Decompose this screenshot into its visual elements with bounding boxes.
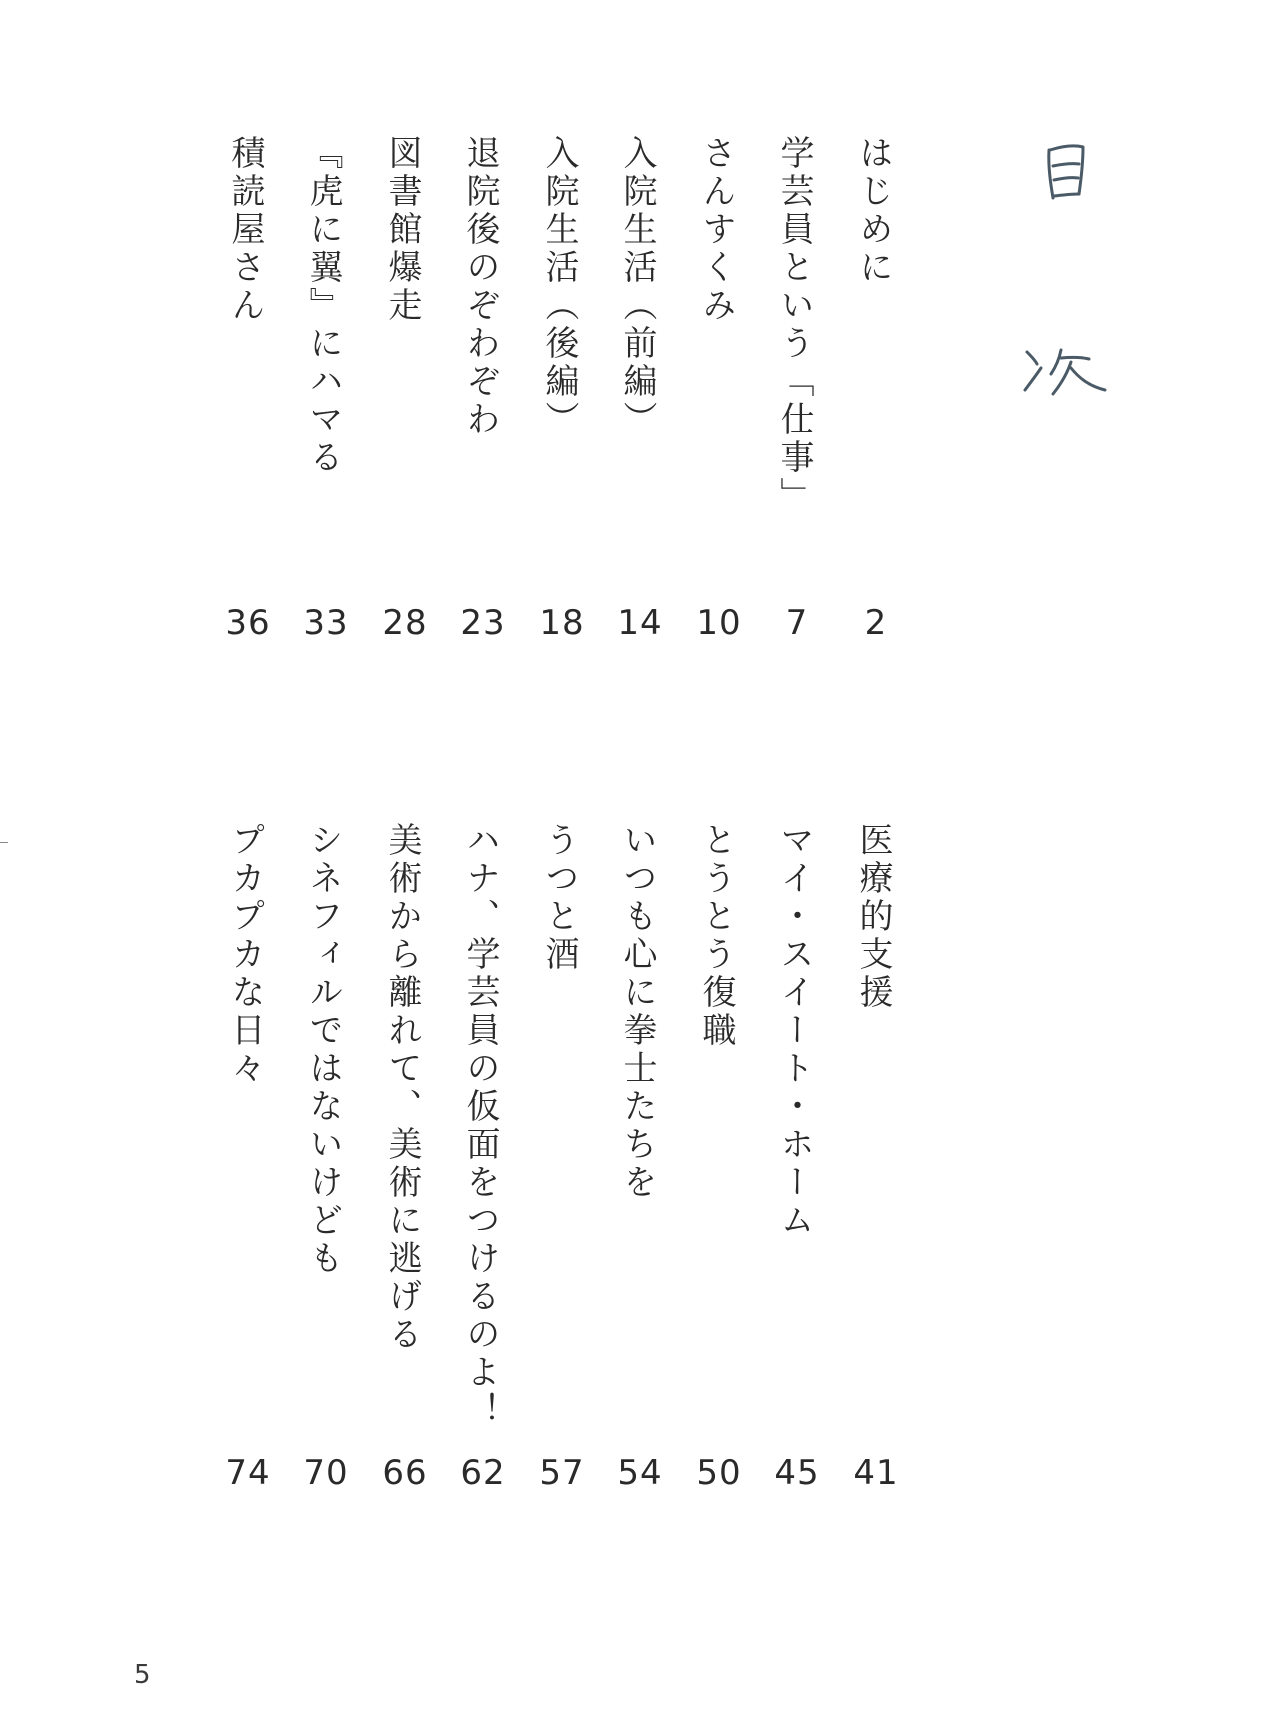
- toc-entry-page: 54: [617, 1453, 663, 1493]
- toc-entry-title: 入院生活（前編）: [617, 135, 657, 439]
- toc-entry-page: 28: [382, 603, 428, 643]
- toc-entry-page: 23: [460, 603, 506, 643]
- toc-entry-title: 退院後のぞわぞわ: [460, 135, 500, 439]
- toc-entry-title: うつと酒: [539, 822, 579, 974]
- toc-entry-title: 学芸員という「仕事」: [774, 135, 814, 515]
- toc-entry-page: 36: [225, 603, 271, 643]
- toc-entry-page: 2: [864, 603, 888, 643]
- toc-heading-handwriting: [1015, 128, 1125, 428]
- toc-entry-title: 医療的支援: [853, 822, 893, 1012]
- toc-entry-title: 図書館爆走: [382, 135, 422, 325]
- toc-entry-title: シネフィルではないけども: [303, 822, 343, 1278]
- toc-heading: [1015, 128, 1125, 428]
- toc-entry-title: とうとう復職: [696, 822, 736, 1050]
- page-number: 5: [134, 1660, 151, 1690]
- toc-entry-page: 18: [539, 603, 585, 643]
- margin-mark: [0, 842, 8, 843]
- toc-entry-title: ハナ、学芸員の仮面をつけるのよ！: [460, 822, 500, 1430]
- toc-entry-page: 62: [460, 1453, 506, 1493]
- toc-entry-title: 『虎に翼』にハマる: [303, 135, 343, 477]
- toc-entry-page: 7: [785, 603, 809, 643]
- toc-entry-page: 33: [303, 603, 349, 643]
- toc-entry-page: 66: [382, 1453, 428, 1493]
- toc-entry-page: 41: [853, 1453, 899, 1493]
- toc-entry-title: はじめに: [853, 135, 893, 287]
- toc-entry-page: 57: [539, 1453, 585, 1493]
- toc-entry-page: 10: [696, 603, 742, 643]
- toc-entry-page: 74: [225, 1453, 271, 1493]
- toc-entry-title: プカプカな日々: [225, 822, 265, 1088]
- toc-entry-title: いつも心に拳士たちを: [617, 822, 657, 1202]
- toc-entry-title: 美術から離れて、美術に逃げる: [382, 822, 422, 1354]
- toc-entry-title: 入院生活（後編）: [539, 135, 579, 439]
- toc-entry-page: 45: [774, 1453, 820, 1493]
- toc-entry-page: 70: [303, 1453, 349, 1493]
- toc-entry-title: マイ・スイート・ホーム: [774, 822, 814, 1240]
- toc-entry-title: 積読屋さん: [225, 135, 265, 325]
- toc-entry-page: 50: [696, 1453, 742, 1493]
- toc-entry-title: さんすくみ: [696, 135, 736, 325]
- toc-entry-page: 14: [617, 603, 663, 643]
